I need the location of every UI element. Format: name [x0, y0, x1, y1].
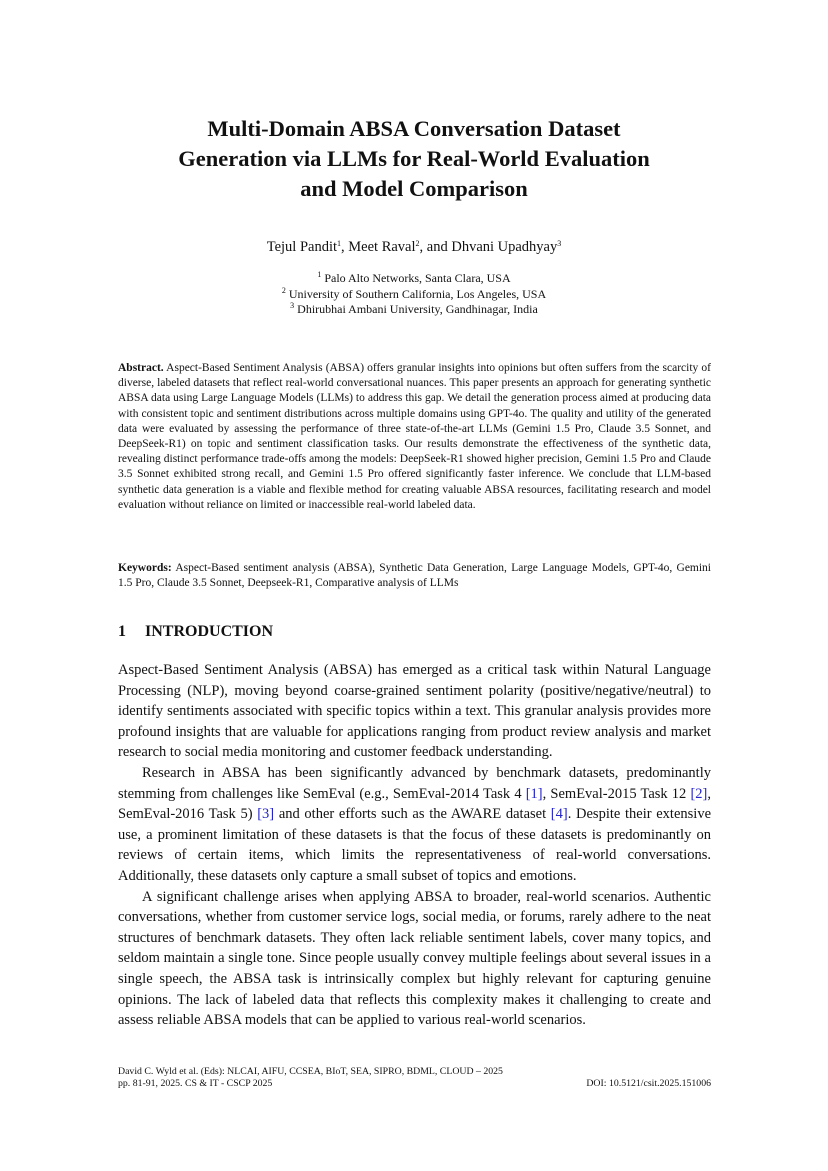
- affiliation: [0, 302, 828, 318]
- section-title: INTRODUCTION: [145, 623, 274, 640]
- author-name: Meet Raval: [348, 239, 416, 255]
- paper-title: [0, 114, 828, 204]
- paragraph: Aspect-Based Sentiment Analysis (ABSA) has emerged as a critical task within Natural Language Processing (NLP), moving beyond coarse-grained sentiment polarity (positive/negative/neutral) to identify sentiments associated with specific topics within a text. This granular analysis provides more profound insights that are valuable for applications ranging from product review analysis and market research to social media monitoring and customer feedback understanding.: [118, 662, 711, 761]
- abstract-text: Aspect-Based Sentiment Analysis (ABSA) offers granular insights into opinions but often suffers from the scarcity of diverse, labeled datasets that reflect real-world conversational nuances. This paper presents an approach for generating synthetic ABSA data using Large Language Models (LLMs) to address this gap. We detail the generation process aimed at producing data with consistent topic and sentiment distributions across multiple domains using GPT-4o. The quality and utility of the generated data were evaluated by assessing the performance of three state-of-the-art LLMs (Gemini 1.5 Pro, Claude 3.5 Sonnet, and DeepSeek-R1) on topic and sentiment classification tasks. Our results demonstrate the effectiveness of the synthetic data, revealing distinct performance trade-offs among the models: DeepSeek-R1 showed higher precision, Gemini 1.5 Pro and Claude 3.5 Sonnet exhibited strong recall, and Gemini 1.5 Pro offered significantly faster inference. We conclude that LLM-based synthetic data generation is a viable and flexible method for creating valuable ABSA resources, facilitating research and model evaluation without reliance on limited or inaccessible real-world labeled data.: [118, 362, 711, 511]
- paragraph: A significant challenge arises when applying ABSA to broader, real-world scenarios. Authentic conversations, whether from customer service logs, social media, or forums, rarely adhere to the neat structures of benchmark datasets. They often lack reliable sentiment labels, cover many topics, and seldom maintain a single tone. Since people usually convey multiple feelings about several issues in a single speech, the ABSA task is intrinsically complex but highly relevant for capturing genuine opinions. The lack of labeled data that reflects this complexity makes it challenging to create and assess reliable ABSA models that can be applied to various real-world scenarios.: [118, 888, 711, 1029]
- affiliation-text: Palo Alto Networks, Santa Clara, USA: [324, 271, 511, 285]
- paragraph-text: and other efforts such as the AWARE dataset: [274, 806, 551, 823]
- footer-pages: pp. 81-91, 2025. CS & IT - CSCP 2025: [118, 1078, 273, 1089]
- affiliation-mark: 2: [281, 285, 286, 295]
- paragraph: [118, 763, 711, 887]
- affiliation: [0, 271, 828, 287]
- keywords-label: Keywords:: [118, 562, 172, 574]
- section-body: [118, 660, 711, 1031]
- affiliation-text: University of Southern California, Los Angeles, USA: [288, 286, 547, 301]
- citation-link[interactable]: [4]: [550, 806, 568, 823]
- paragraph-text: Research in ABSA has been significantly advanced by benchmark datasets, predominantly stemming from challenges like SemEval (e.g., SemEval-2014 Task 4: [118, 764, 711, 802]
- paragraph-text: , SemEval-2016 Task 5): [118, 785, 711, 823]
- keywords-text: Aspect-Based sentiment analysis (ABSA), Synthetic Data Generation, Large Language Models, GPT-4o, Gemini 1.5 Pro, Claude 3.5 Sonnet, Deepseek-R1, Comparative analysis of LLMs: [118, 562, 712, 590]
- author-affiliation-mark: 1: [337, 239, 342, 248]
- author-list: [0, 239, 828, 256]
- footer-doi: DOI: 10.5121/csit.2025.151006: [586, 1078, 711, 1089]
- author-name: Tejul Pandit: [266, 239, 338, 255]
- citation-link[interactable]: [1]: [525, 785, 543, 802]
- page-footer: [118, 1066, 711, 1090]
- keywords: [118, 561, 711, 591]
- affiliation-list: [0, 271, 828, 318]
- section-heading: [118, 623, 273, 641]
- title-line: Multi-Domain ABSA Conversation Dataset: [207, 116, 621, 141]
- paragraph-text: . Despite their extensive use, a prominent limitation of these datasets is that the focus of these datasets is predominantly on reviews of certain items, which limits the representativeness of real-world conversations. Additionally, these datasets only capture a small subset of topics and emotions.: [118, 806, 712, 884]
- paragraph-text: , SemEval-2015 Task 12: [542, 785, 691, 802]
- title-line: Generation via LLMs for Real-World Evaluation: [178, 146, 650, 171]
- section-number: 1: [118, 623, 126, 640]
- abstract-label: Abstract.: [118, 362, 164, 374]
- author-name: Dhvani Upadhyay: [451, 239, 558, 255]
- affiliation-mark: 3: [290, 301, 295, 310]
- citation-link[interactable]: [3]: [257, 806, 275, 823]
- author-affiliation-mark: 3: [557, 239, 562, 248]
- title-line: and Model Comparison: [300, 176, 528, 201]
- abstract: [118, 361, 711, 513]
- affiliation-text: Dhirubhai Ambani University, Gandhinagar, India: [297, 302, 538, 316]
- footer-proceedings: David C. Wyld et al. (Eds): NLCAI, AIFU, CCSEA, BIoT, SEA, SIPRO, BDML, CLOUD – 2025: [118, 1066, 503, 1077]
- author-separator: , and: [419, 239, 452, 255]
- author-separator: ,: [341, 239, 349, 255]
- affiliation-mark: 1: [317, 270, 322, 279]
- author-affiliation-mark: 2: [415, 239, 420, 248]
- citation-link[interactable]: [2]: [690, 785, 708, 802]
- affiliation: [0, 287, 828, 303]
